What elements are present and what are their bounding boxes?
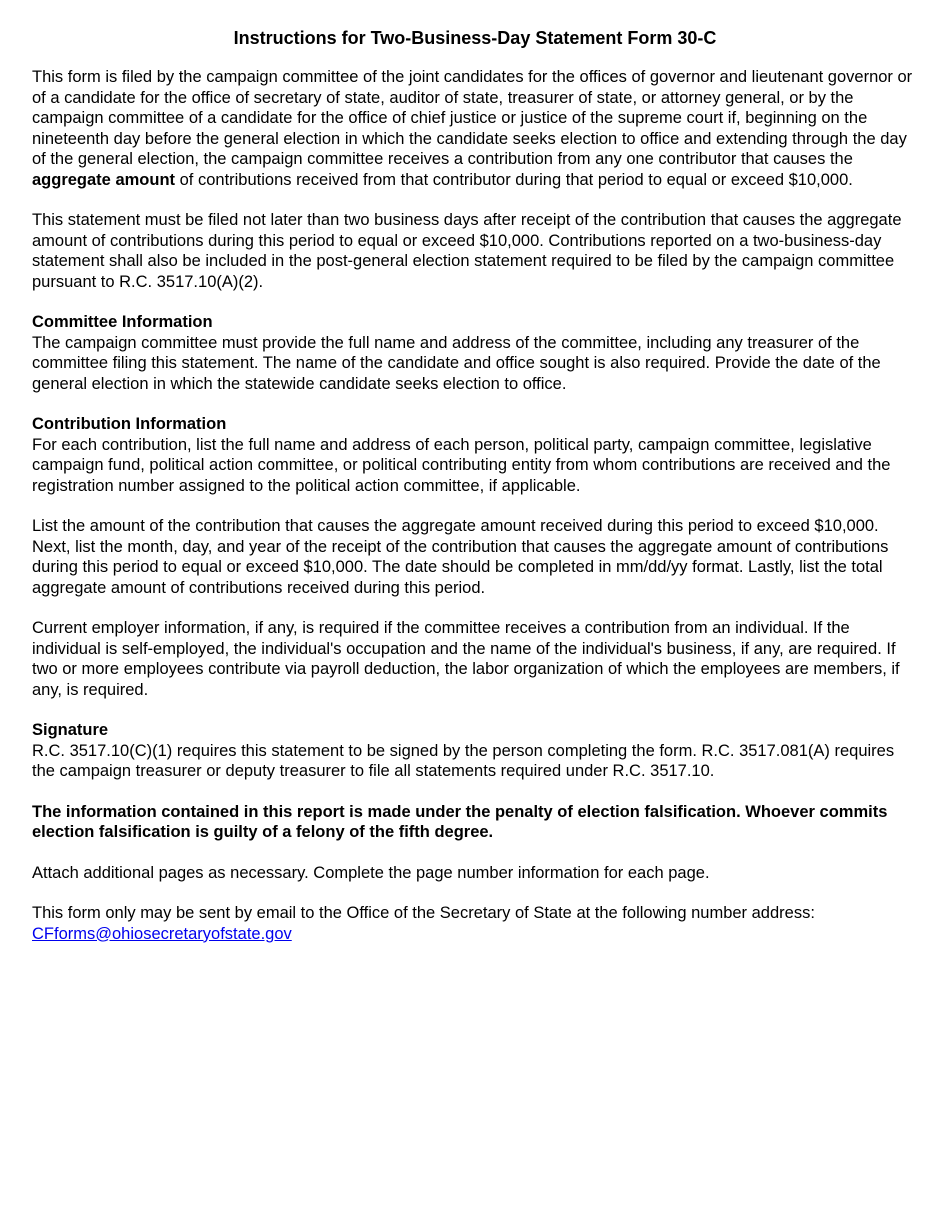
committee-info-text: The campaign committee must provide the full name and address of the committee, including any treasurer of the committee filing this statement. The name of the candidate and office sought is also required. Provide the date of the general election in which the statewide candidate seeks election to office. [32, 333, 881, 393]
intro-paragraph [32, 67, 918, 190]
signature-heading: Signature [32, 721, 109, 739]
committee-info-heading: Committee Information [32, 313, 213, 331]
contribution-amounts-paragraph: List the amount of the contribution that causes the aggregate amount received during this period to exceed $10,000. Next, list the month, day, and year of the receipt of the contribution that causes the aggregate amount of contributions during this period to equal or exceed $10,000. The date should be completed in mm/dd/yy format. Lastly, list the total aggregate amount of contributions received during this period. [32, 517, 889, 597]
intro-text-start: This form is filed by the campaign committee of the joint candidates for the offices of governor and lieutenant governor or of a candidate for the office of secretary of state, auditor of state, treasurer of state, or attorney general, or by the campaign committee of a candidate for the office of chief justice or justice of the supreme court if, beginning on the nineteenth day before the general election in which the candidate seeks election to office and extending through the day of the general election, the campaign committee receives a contribution from any one contributor that causes the [32, 68, 913, 168]
employer-info-paragraph: Current employer information, if any, is required if the committee receives a contribution from an individual. If the individual is self-employed, the individual's occupation and the name of the individual's business, if any, are required. If two or more employees contribute via payroll deduction, the labor organization of which the employees are members, if any, is required. [32, 619, 900, 699]
email-paragraph [32, 903, 918, 944]
email-link[interactable]: CFforms@ohiosecretaryofstate.gov [32, 924, 292, 943]
attach-pages-paragraph: Attach additional pages as necessary. Complete the page number information for each page. [32, 863, 710, 882]
penalty-warning: The information contained in this report is made under the penalty of election falsification. Whoever commits election falsification is guilty of a felony of the fifth degree. [32, 802, 888, 841]
intro-bold-term: aggregate amount [32, 170, 176, 189]
committee-info-section [32, 312, 918, 394]
intro-text-end: of contributions received from that contributor during that period to equal or exceed $10,000. [175, 170, 853, 189]
filing-deadline-paragraph: This statement must be filed not later than two business days after receipt of the contribution that causes the aggregate amount of contributions during this period to equal or exceed $10,000. Contributions reported on a two-business-day statement shall also be included in the post-general election statement required to be filed by the campaign committee pursuant to R.C. 3517.10(A)(2). [32, 211, 902, 291]
page-title: Instructions for Two-Business-Day Statement Form 30-C [233, 28, 717, 48]
contribution-info-heading: Contribution Information [32, 415, 227, 433]
signature-text: R.C. 3517.10(C)(1) requires this statement to be signed by the person completing the form. R.C. 3517.081(A) requires the campaign treasurer or deputy treasurer to file all statements required under R.C. 3517.10. [32, 741, 895, 780]
contribution-info-text: For each contribution, list the full name and address of each person, political party, campaign committee, legislative campaign fund, political action committee, or political contributing entity from whom contributions are received and the registration number assigned to the political action committee, if applicable. [32, 435, 891, 495]
email-instruction-text: This form only may be sent by email to the Office of the Secretary of State at the following number address: [32, 904, 815, 922]
contribution-info-section [32, 414, 918, 496]
signature-section [32, 720, 918, 782]
